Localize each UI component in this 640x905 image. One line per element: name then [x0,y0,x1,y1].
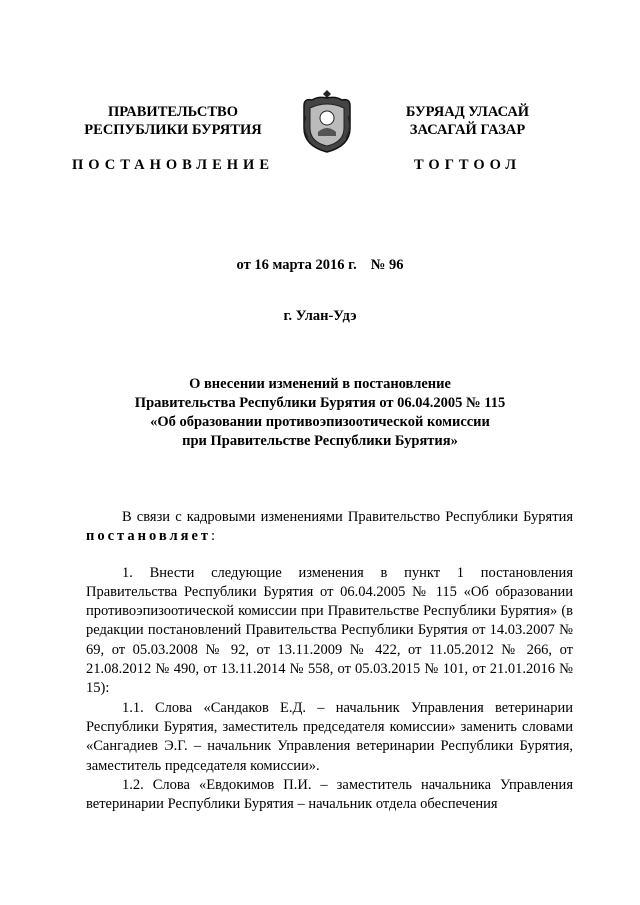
item-1-2: 1.2. Слова «Евдокимов П.И. – заместитель начальника Управления ветеринарии Республики Бурятия – начальник отдела обеспечения [86,776,573,813]
subject-line-2: Правительства Республики Бурятия от 06.04.2005 № 115 [134,395,506,411]
header-left-title: ПОСТАНОВЛЕНИЕ [71,157,274,173]
header-right [365,103,570,174]
document-number: № 96 [370,257,404,273]
header-left [68,103,278,174]
intro-action: постановляет [86,528,212,545]
item-1-1: 1.1. Слова «Сандаков Е.Д. – начальник Управления ветеринарии Республики Бурятия, заместитель председателя комиссии» заменить словами «Сангадиев Э.Г. – начальник Управления ветеринарии Республики Бурятия, заместитель председателя комиссии». [86,699,573,774]
subject-line-3: «Об образовании противоэпизоотической комиссии [150,414,490,430]
subject-line-1: О внесении изменений в постановление [189,376,451,392]
header-right-title: ТОГТООЛ [413,157,522,173]
intro-paragraph [86,508,573,547]
item-1: 1. Внести следующие изменения в пункт 1 постановления Правительства Республики Бурятия от 06.04.2005 № 115 «Об образовании противоэпизоотической комиссии при Правительстве Республики Бурятия» (в редакции постановлений Правительства Республики Бурятия от 14.03.2007 № 69, от 05.03.2008 № 92, от 13.11.2009 № 422, от 11.05.2012 № 266, от 21.08.2012 № 490, от 13.11.2014 № 558, от 05.03.2015 № 101, от 21.01.2016 № 15): [86,564,573,697]
document-date-line [0,257,640,274]
document-subject [0,375,640,451]
header-right-line1: БУРЯАД УЛАСАЙ [405,104,530,120]
header-right-line2: ЗАСАГАЙ ГАЗАР [409,122,526,138]
intro-end: : [211,528,216,545]
coat-of-arms-icon [300,88,354,154]
document-body [86,508,573,814]
intro-text: В связи с кадровыми изменениями Правительство Республики Бурятия [122,509,573,525]
header-left-line1: ПРАВИТЕЛЬСТВО [108,104,238,120]
document-date: от 16 марта 2016 г. [236,257,357,273]
subject-line-4: при Правительстве Республики Бурятия» [182,433,458,449]
header-left-line2: РЕСПУБЛИКИ БУРЯТИЯ [84,122,262,138]
document-city: г. Улан-Удэ [283,308,357,324]
